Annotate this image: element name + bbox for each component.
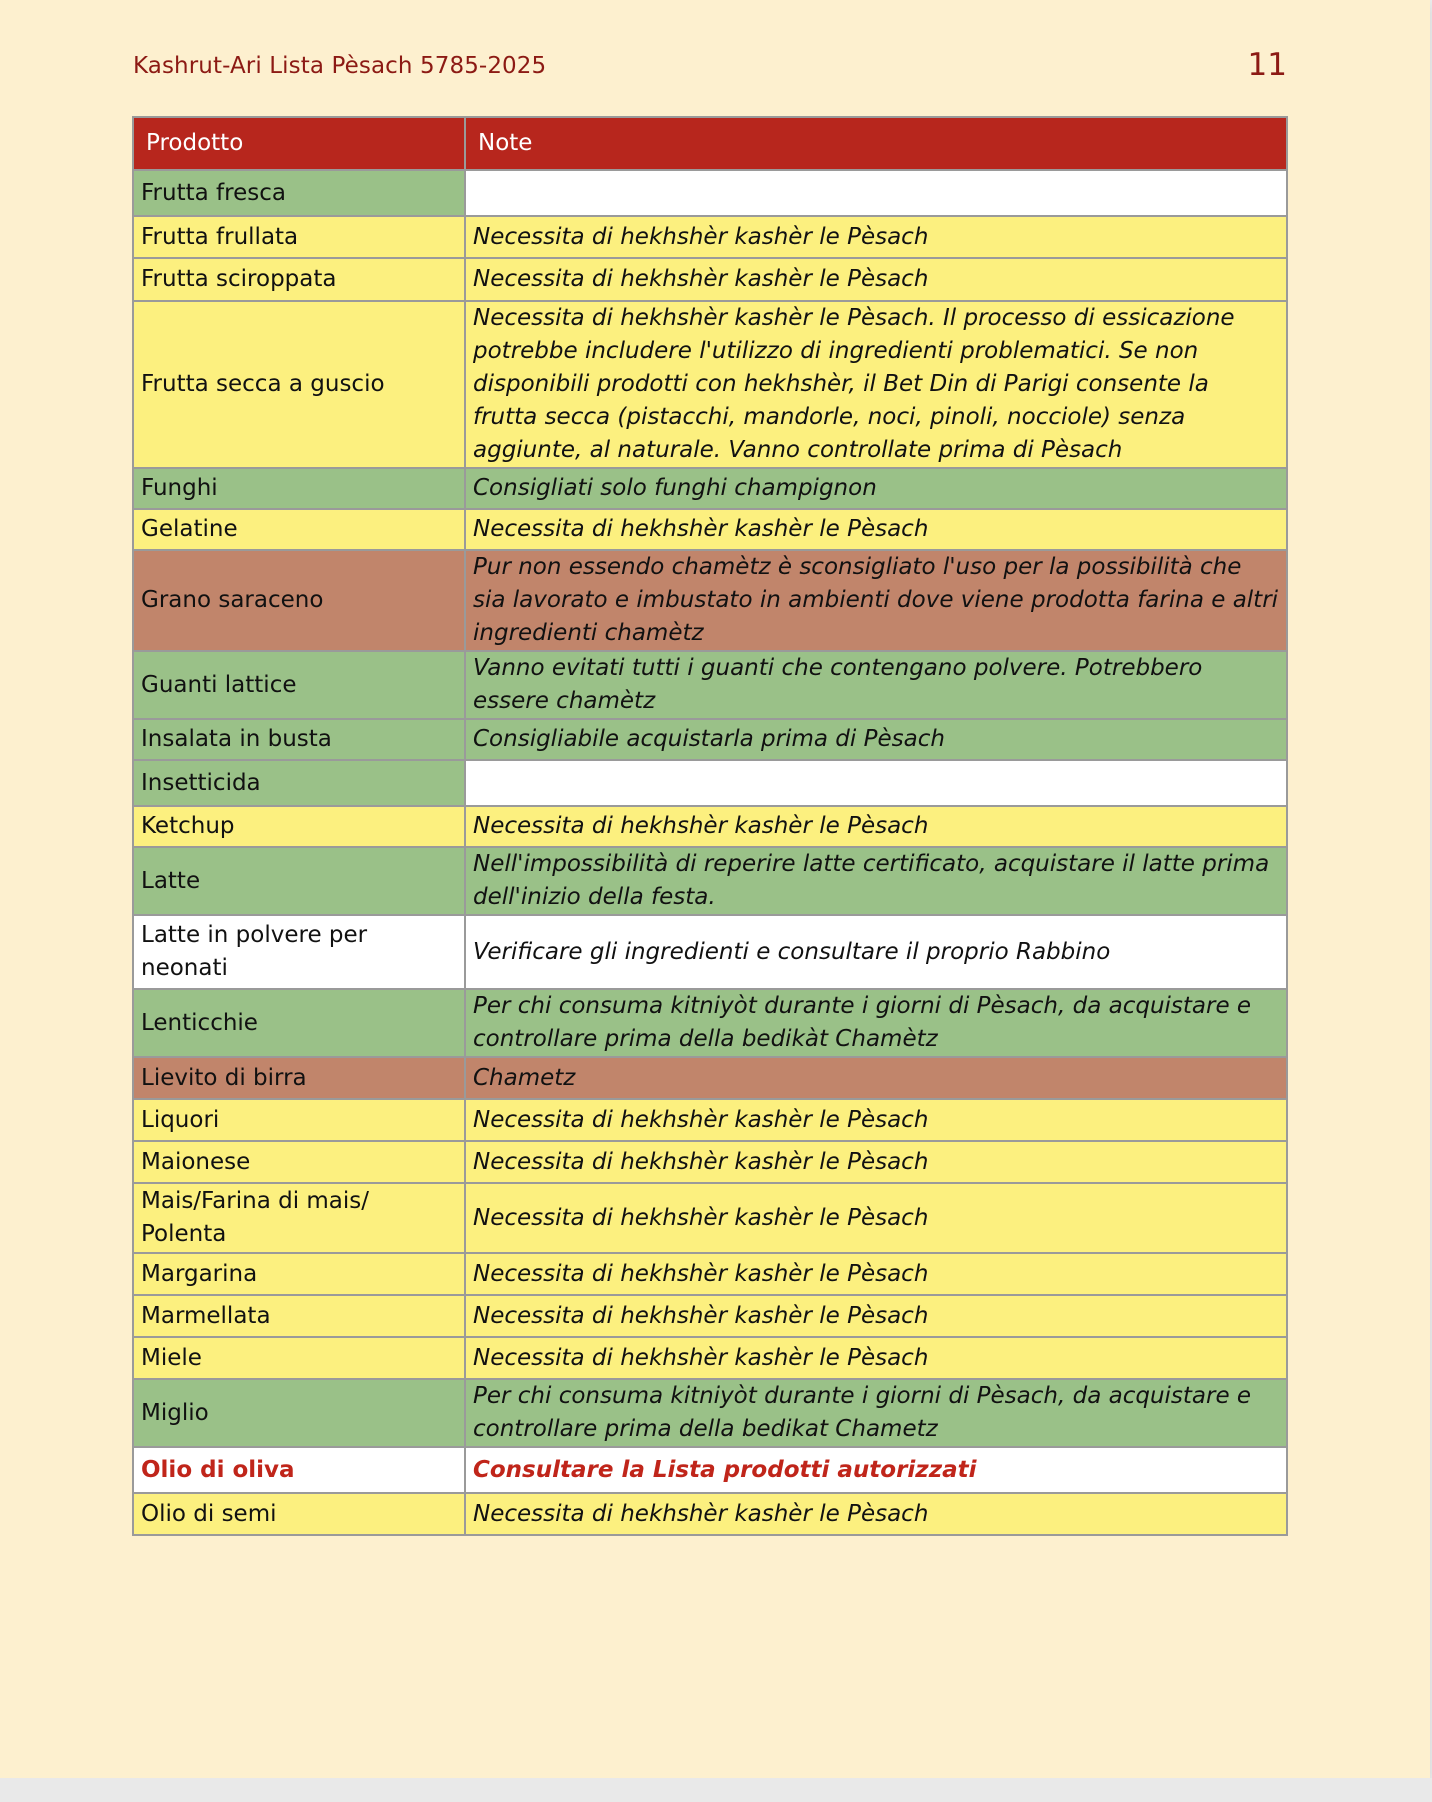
table-row: [133, 301, 1287, 468]
note-cell: Necessita di hekhshèr kashèr le Pèsach: [465, 1141, 1287, 1183]
table-header-row: [133, 117, 1287, 170]
viewer-bottom-strip: [0, 1778, 1432, 1802]
note-cell: Vanno evitati tutti i guanti che contengano polvere. Potrebbero essere chamètz: [465, 651, 1287, 719]
product-cell: Mais/Farina di mais/ Polenta: [133, 1183, 465, 1253]
note-cell: Consigliati solo funghi champignon: [465, 468, 1287, 509]
column-header-product: Prodotto: [133, 117, 465, 170]
note-cell: Per chi consuma kitniyòt durante i giorni di Pèsach, da acquistare e controllare prima della bedikàt Chamètz: [465, 989, 1287, 1057]
table-row: [133, 1337, 1287, 1379]
note-cell: Necessita di hekhshèr kashèr le Pèsach: [465, 1295, 1287, 1337]
note-cell: Necessita di hekhshèr kashèr le Pèsach: [465, 1183, 1287, 1253]
table-row: [133, 1141, 1287, 1183]
product-cell: Guanti lattice: [133, 651, 465, 719]
table-row: [133, 1253, 1287, 1295]
product-cell: Lenticchie: [133, 989, 465, 1057]
table-row: [133, 1099, 1287, 1141]
note-cell: Necessita di hekhshèr kashèr le Pèsach: [465, 806, 1287, 847]
product-cell: Margarina: [133, 1253, 465, 1295]
product-cell: Insalata in busta: [133, 719, 465, 760]
product-cell: Frutta secca a guscio: [133, 301, 465, 468]
table-row: [133, 1447, 1287, 1493]
table-row: [133, 651, 1287, 719]
table-row: [133, 847, 1287, 915]
products-table: [132, 116, 1288, 1536]
note-cell: Chametz: [465, 1057, 1287, 1099]
product-cell: Gelatine: [133, 509, 465, 550]
note-cell: Nell'impossibilità di reperire latte certificato, acquistare il latte prima dell'inizio della festa.: [465, 847, 1287, 915]
product-cell: Liquori: [133, 1099, 465, 1141]
note-cell: Necessita di hekhshèr kashèr le Pèsach: [465, 1337, 1287, 1379]
note-cell: Necessita di hekhshèr kashèr le Pèsach: [465, 1493, 1287, 1535]
product-cell: Lievito di birra: [133, 1057, 465, 1099]
product-cell: Olio di oliva: [133, 1447, 465, 1493]
note-cell: Per chi consuma kitniyòt durante i giorni di Pèsach, da acquistare e controllare prima della bedikat Chametz: [465, 1379, 1287, 1447]
document-title: Kashrut-Ari Lista Pèsach 5785-2025: [133, 53, 547, 79]
product-cell: Maionese: [133, 1141, 465, 1183]
product-cell: Miglio: [133, 1379, 465, 1447]
note-cell: Necessita di hekhshèr kashèr le Pèsach: [465, 1099, 1287, 1141]
table-row: [133, 760, 1287, 806]
note-cell: Verificare gli ingredienti e consultare il proprio Rabbino: [465, 915, 1287, 989]
product-cell: Marmellata: [133, 1295, 465, 1337]
table-row: [133, 468, 1287, 509]
product-cell: Olio di semi: [133, 1493, 465, 1535]
table-row: [133, 915, 1287, 989]
product-cell: Grano saraceno: [133, 550, 465, 651]
column-header-note: Note: [465, 117, 1287, 170]
note-cell: Consultare la Lista prodotti autorizzati: [465, 1447, 1287, 1493]
table-row: [133, 1379, 1287, 1447]
product-cell: Ketchup: [133, 806, 465, 847]
table-row: [133, 170, 1287, 216]
product-cell: Latte in polvere per neonati: [133, 915, 465, 989]
table-row: [133, 1183, 1287, 1253]
table-row: [133, 989, 1287, 1057]
product-cell: Latte: [133, 847, 465, 915]
note-cell: Necessita di hekhshèr kashèr le Pèsach: [465, 216, 1287, 258]
note-cell: Necessita di hekhshèr kashèr le Pèsach: [465, 509, 1287, 550]
note-cell: [465, 170, 1287, 216]
table-row: [133, 509, 1287, 550]
note-cell: Consigliabile acquistarla prima di Pèsach: [465, 719, 1287, 760]
note-cell: Necessita di hekhshèr kashèr le Pèsach: [465, 1253, 1287, 1295]
note-cell: [465, 760, 1287, 806]
note-cell: Necessita di hekhshèr kashèr le Pèsach: [465, 258, 1287, 301]
product-cell: Frutta frullata: [133, 216, 465, 258]
table-row: [133, 719, 1287, 760]
table-row: [133, 258, 1287, 301]
product-cell: Frutta sciroppata: [133, 258, 465, 301]
product-cell: Insetticida: [133, 760, 465, 806]
table-row: [133, 1057, 1287, 1099]
table-row: [133, 806, 1287, 847]
note-cell: Pur non essendo chamètz è sconsigliato l'uso per la possibilità che sia lavorato e imbustato in ambienti dove viene prodotta farina e altri ingredienti chamètz: [465, 550, 1287, 651]
product-cell: Frutta fresca: [133, 170, 465, 216]
note-cell: Necessita di hekhshèr kashèr le Pèsach. Il processo di essicazione potrebbe includere l'utilizzo di ingredienti problematici. Se non disponibili prodotti con hekhshèr, il Bet Din di Parigi consente la frutta secca (pistacchi, mandorle, noci, pinoli, nocciole) senza aggiunte, al naturale. Vanno controllate prima di Pèsach: [465, 301, 1287, 468]
table-row: [133, 1493, 1287, 1535]
table-row: [133, 550, 1287, 651]
table-row: [133, 1295, 1287, 1337]
product-cell: Miele: [133, 1337, 465, 1379]
table-row: [133, 216, 1287, 258]
page-number: 11: [1247, 47, 1287, 83]
product-cell: Funghi: [133, 468, 465, 509]
